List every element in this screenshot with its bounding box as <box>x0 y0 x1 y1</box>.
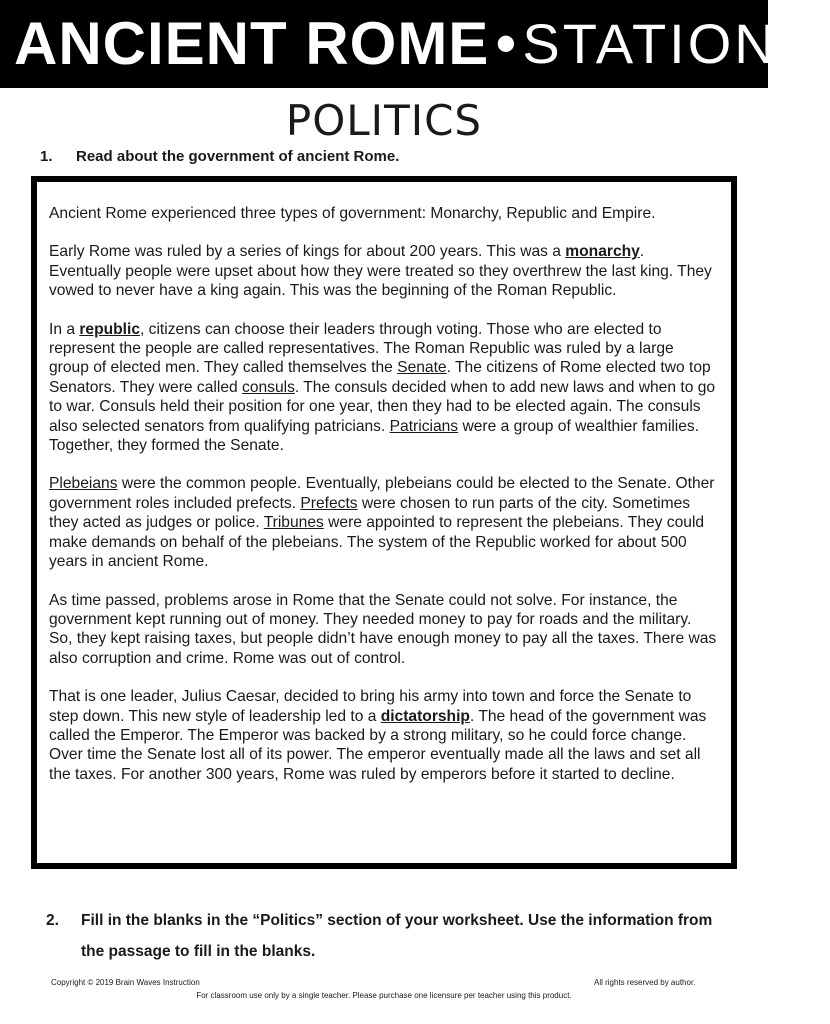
passage-paragraph-1: Ancient Rome experienced three types of government: Monarchy, Republic and Empire. <box>49 205 656 222</box>
passage-text: In a <box>49 320 80 338</box>
passage-paragraph-2 <box>49 242 717 300</box>
step-2-instruction <box>46 905 726 967</box>
term-consuls: consuls <box>242 378 295 396</box>
term-senate: Senate <box>397 359 447 377</box>
header-title: ANCIENT ROME <box>14 10 490 77</box>
passage-text: , citizens can choose their leaders through voting. Those who are elected to represent the people are called representatives. The Roman Republic was ruled by a large group of elected men. They called themselves the <box>49 320 674 377</box>
passage-text: . Eventually people were upset about how they were treated so they overthrew the last king. They vowed to never have a king again. This was the beginning of the Roman Republic. <box>49 243 712 300</box>
term-plebeians: Plebeians <box>49 475 118 493</box>
passage-paragraph-3 <box>49 320 717 456</box>
term-dictatorship: dictatorship <box>380 707 470 725</box>
header-banner <box>0 0 830 88</box>
passage-text: . The citizens of Rome elected two top Senators. They were called <box>49 359 711 396</box>
step-1-number: 1. <box>40 148 53 165</box>
passage-paragraph-6 <box>49 687 717 784</box>
passage-text: were the common people. Eventually, plebeians could be elected to the Senate. Other government roles included prefects. <box>49 475 715 512</box>
header-station: STATION 4 <box>522 12 830 75</box>
passage-text: were a group of wealthier families. Together, they formed the Senate. <box>49 417 700 455</box>
step-1-text: Read about the government of ancient Rome. <box>76 148 400 165</box>
passage-text: . The head of the government was called the Emperor. The Emperor was backed by a strong military, so he could force change. Over time the Senate lost all of its power. The emperor eventually made all the laws and set all the taxes. For another 300 years, Rome was ruled by emperors before it started to decline. <box>49 707 707 783</box>
term-tribunes: Tribunes <box>263 514 324 532</box>
footer-copyright: Copyright © 2019 Brain Waves Instruction <box>51 978 200 987</box>
passage-text: . The consuls decided when to add new laws and when to go to war. Consuls held their position for one year, then they had to be elected again. The consuls also selected senators from qualifying patricians. <box>49 378 716 435</box>
passage-text: That is one leader, Julius Caesar, decided to bring his army into town and force the Senate to step down. This new style of leadership led to a <box>49 688 692 725</box>
step-1-instruction <box>40 148 399 165</box>
term-monarchy: monarchy <box>565 243 640 261</box>
term-patricians: Patricians <box>389 417 459 435</box>
footer-usage-note: For classroom use only by a single teacher. Please purchase one licensure per teacher using this product. <box>196 991 572 1000</box>
step-2-text: Fill in the blanks in the “Politics” section of your worksheet. Use the information from the passage to fill in the blanks. <box>81 912 713 960</box>
passage-text: Early Rome was ruled by a series of kings for about 200 years. This was a <box>49 243 566 261</box>
passage-text: were appointed to represent the plebeians. They could make demands on behalf of the plebeians. The system of the Republic worked for about 500 years in ancient Rome. <box>49 514 705 571</box>
section-title: POLITICS <box>285 96 483 145</box>
step-2-number: 2. <box>46 912 59 929</box>
passage-paragraph-4 <box>49 474 717 571</box>
term-republic: republic <box>79 320 140 338</box>
header-separator: • <box>495 10 517 77</box>
reading-passage <box>31 176 737 869</box>
term-prefects: Prefects <box>300 494 358 512</box>
passage-paragraph-5: As time passed, problems arose in Rome that the Senate could not solve. For instance, the government kept running out of money. They needed money to pay for roads and the military. So, they kept raising taxes, but people didn’t have enough money to pay all the taxes. There was also corruption and crime. Rome was out of control. <box>49 591 717 667</box>
passage-text: were chosen to run parts of the city. Sometimes they acted as judges or police. <box>49 494 691 532</box>
footer-rights: All rights reserved by author. <box>594 978 696 987</box>
